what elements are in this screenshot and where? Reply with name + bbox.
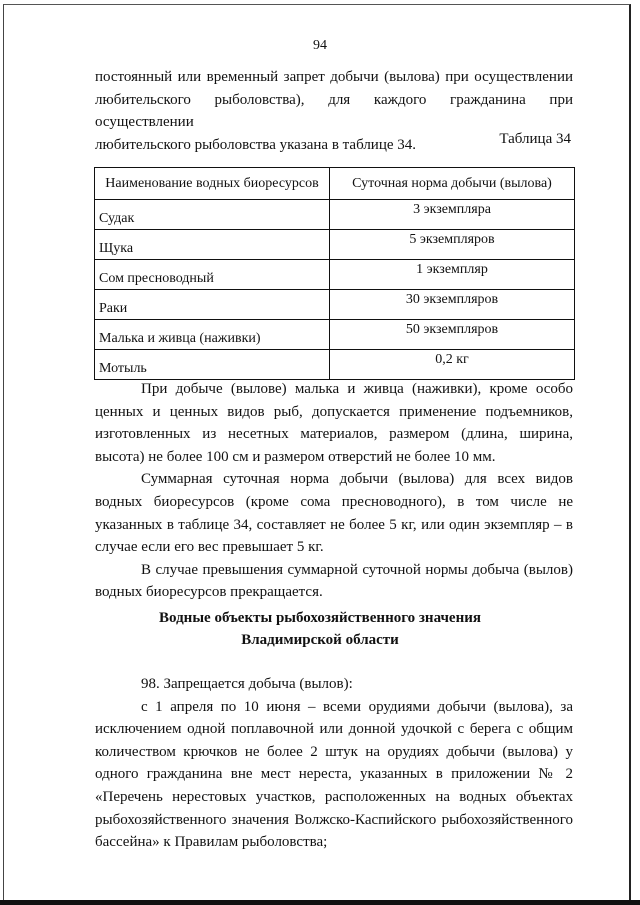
- section-heading: [0, 607, 640, 651]
- catch-norm-table: [94, 167, 575, 380]
- table-header-row: [95, 168, 575, 200]
- section-98-text: с 1 апреля по 10 июня – всеми орудиями добычи (вылова), за исключением одной поплавочной или донной удочкой с берега с общим количеством крючков не более 2 штук на орудиях добычи (вылова) у одного гражданина вне мест нереста, указанных в приложении № 2 «Перечень нерестовых участков, расположенных на водных объектах рыбохозяйственного значения Волжско-Каспийского рыбохозяйственного бассейна» к Правилам рыболовства;: [95, 698, 573, 851]
- norm-cell: 5 экземпляров: [330, 230, 575, 260]
- table-row: [95, 260, 575, 290]
- species-cell: Щука: [95, 230, 330, 260]
- heading-line: Владимирской области: [241, 632, 399, 648]
- heading-line: Водные объекты рыбохозяйственного значения: [159, 610, 481, 626]
- scan-bottom-edge: [0, 900, 640, 905]
- section-98: [95, 673, 573, 854]
- paragraph-norm-exceeded: В случае превышения суммарной суточной нормы добыча (вылов) водных биоресурсов прекращается.: [95, 561, 573, 601]
- table-caption: Таблица 34: [499, 131, 571, 147]
- norm-cell: 50 экземпляров: [330, 320, 575, 350]
- species-cell: Малька и живца (наживки): [95, 320, 330, 350]
- intro-line: любительского рыболовства), для каждого гражданина при осуществлении: [95, 91, 573, 131]
- column-header-daily-norm: Суточная норма добычи (вылова): [330, 168, 575, 200]
- section-98-title: 98. Запрещается добыча (вылов):: [141, 676, 353, 692]
- intro-line: постоянный или временный запрет добычи (вылова) при осуществлении: [95, 69, 573, 85]
- norm-cell: 0,2 кг: [330, 350, 575, 380]
- paragraph-bait-lift-nets: При добыче (вылове) малька и живца (наживки), кроме особо ценных и ценных видов рыб, допускается применение подъемников, изготовленных из несетных материалов, размером (длина, ширина, высота) не более 100 см и размером отверстий не более 10 мм.: [95, 381, 573, 465]
- species-cell: Мотыль: [95, 350, 330, 380]
- norm-cell: 3 экземпляра: [330, 200, 575, 230]
- species-cell: Сом пресноводный: [95, 260, 330, 290]
- norm-cell: 1 экземпляр: [330, 260, 575, 290]
- paragraph-total-daily-norm: Суммарная суточная норма добычи (вылова) для всех видов водных биоресурсов (кроме сома пресноводного), в том числе не указанных в таблице 34, составляет не более 5 кг, или один экземпляр – в случае если его вес превышает 5 кг.: [95, 471, 573, 556]
- table-row: [95, 200, 575, 230]
- species-cell: Раки: [95, 290, 330, 320]
- table-row: [95, 290, 575, 320]
- column-header-species: Наименование водных биоресурсов: [95, 168, 330, 200]
- table-row: [95, 230, 575, 260]
- table-row: [95, 350, 575, 380]
- table-row: [95, 320, 575, 350]
- norm-cell: 30 экземпляров: [330, 290, 575, 320]
- intro-line: любительского рыболовства указана в таблице 34.: [95, 136, 417, 153]
- body-paragraphs: [95, 378, 573, 604]
- species-cell: Судак: [95, 200, 330, 230]
- page-number: 94: [313, 38, 327, 53]
